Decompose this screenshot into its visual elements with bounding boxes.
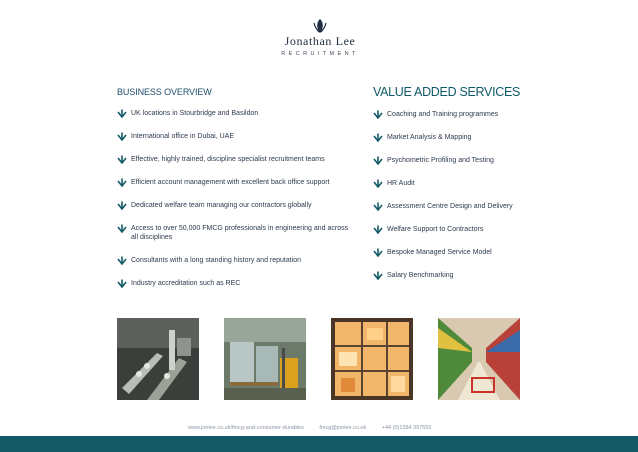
list-item-text: Market Analysis & Mapping <box>387 134 472 141</box>
leaf-bullet-icon <box>373 248 383 257</box>
leaf-bullet-icon <box>117 256 127 265</box>
list-item-text: Consultants with a long standing history and reputation <box>131 257 302 264</box>
leaf-bullet-icon <box>117 201 127 210</box>
footer-phone: +44 (0)1384 397555 <box>381 425 432 431</box>
leaf-bullet-icon <box>373 271 383 280</box>
list-item-text: HR Audit <box>387 180 415 187</box>
list-item <box>117 132 352 141</box>
list-item-text: Coaching and Training programmes <box>387 111 499 118</box>
list-item <box>373 110 533 119</box>
list-item-text: Salary Benchmarking <box>387 272 454 279</box>
leaf-bullet-icon <box>117 279 127 288</box>
business-overview-list <box>117 109 352 302</box>
value-added-services-list <box>373 110 533 294</box>
company-logo <box>268 18 372 58</box>
list-item <box>117 256 352 265</box>
list-item-text: International office in Dubai, UAE <box>131 133 234 140</box>
warehouse-pallets-photo <box>224 318 306 400</box>
leaf-bullet-icon <box>117 109 127 118</box>
leaf-bullet-icon <box>373 202 383 211</box>
logo-name: Jonathan Lee <box>284 34 356 48</box>
logo-subtitle: RECRUITMENT <box>281 51 359 57</box>
supermarket-aisle-photo <box>438 318 520 400</box>
list-item <box>117 224 352 242</box>
leaf-bullet-icon <box>373 156 383 165</box>
list-item <box>373 271 533 280</box>
leaf-bullet-icon <box>373 110 383 119</box>
list-item <box>373 248 533 257</box>
list-item-text: Access to over 50,000 FMCG professionals in engineering and across all disciplines <box>131 225 349 241</box>
footer-email-link[interactable]: fmcg@jonlee.co.uk <box>319 425 367 431</box>
footer-contact <box>188 425 445 431</box>
list-item <box>117 178 352 187</box>
leaf-bullet-icon <box>373 179 383 188</box>
factory-conveyor-photo <box>117 318 199 400</box>
list-item <box>117 279 352 288</box>
leaf-bullet-icon <box>373 225 383 234</box>
list-item-text: Dedicated welfare team managing our contractors globally <box>131 202 312 209</box>
leaf-bullet-icon <box>117 155 127 164</box>
list-item <box>373 202 533 211</box>
retail-store-photo <box>331 318 413 400</box>
list-item <box>117 201 352 210</box>
bottom-bar <box>0 436 638 452</box>
list-item-text: Welfare Support to Contractors <box>387 226 484 233</box>
list-item-text: Psychometric Profiling and Testing <box>387 157 494 164</box>
list-item <box>373 156 533 165</box>
footer-url-link[interactable]: www.jonlee.co.uk/fmcg-and-consumer-durables <box>188 425 304 431</box>
list-item-text: UK locations in Stourbridge and Basildon <box>131 110 259 117</box>
list-item-text: Assessment Centre Design and Delivery <box>387 203 513 210</box>
list-item-text: Industry accreditation such as REC <box>131 280 241 287</box>
list-item <box>373 225 533 234</box>
business-overview-heading: BUSINESS OVERVIEW <box>117 87 212 97</box>
list-item <box>117 109 352 118</box>
leaf-bullet-icon <box>117 132 127 141</box>
leaf-logo-icon <box>312 18 328 34</box>
list-item <box>117 155 352 164</box>
list-item-text: Effective, highly trained, discipline specialist recruitment teams <box>131 156 325 163</box>
list-item <box>373 133 533 142</box>
leaf-bullet-icon <box>117 224 127 233</box>
leaf-bullet-icon <box>117 178 127 187</box>
leaf-bullet-icon <box>373 133 383 142</box>
list-item-text: Bespoke Managed Service Model <box>387 249 492 256</box>
list-item <box>373 179 533 188</box>
list-item-text: Efficient account management with excellent back office support <box>131 179 330 186</box>
value-added-services-heading: VALUE ADDED SERVICES <box>373 85 521 99</box>
